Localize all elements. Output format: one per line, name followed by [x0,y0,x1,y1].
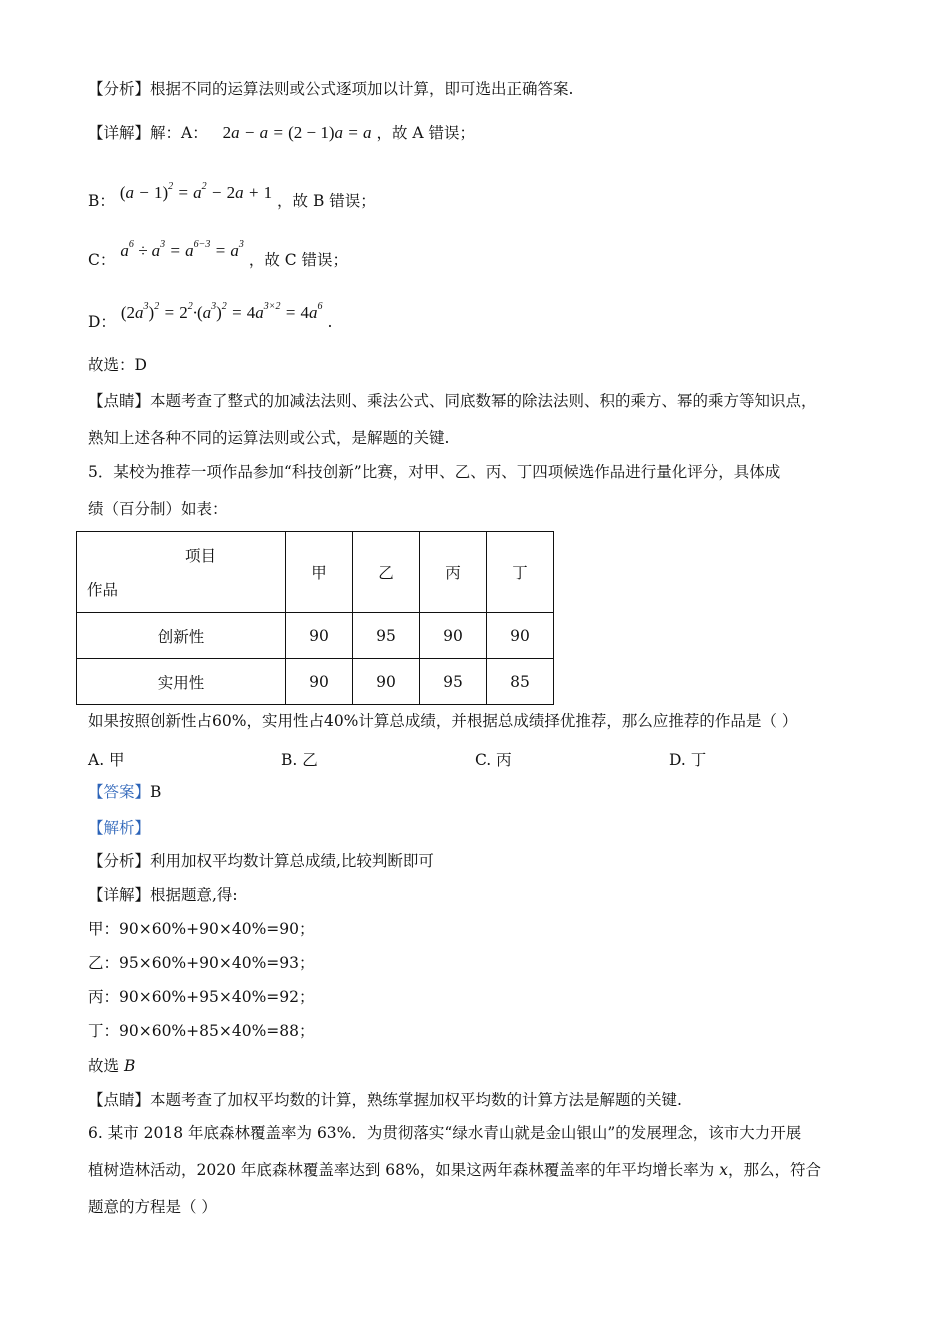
q4-choice: 故选：D [88,356,147,374]
q5-choice [88,1059,135,1075]
table-cell: 85 [487,659,554,705]
q6-line2-before: 植树造林活动，2020 年底森林覆盖率达到 68%，如果这两年森林覆盖率的年平均增长率为 [88,1161,720,1179]
q6-line1: 6. 某市 2018 年底森林覆盖率为 63%．为贯彻落实“绿水青山就是金山银山”的发展理念，该市大力开展 [88,1124,802,1142]
calc-line: 乙：95×60%+90×40%=93； [88,954,315,972]
q5-stem-line2: 绩（百分制）如表： [88,500,228,518]
option-a: A. 甲 [88,751,125,769]
col-header: 甲 [286,532,353,613]
table-cell: 90 [286,659,353,705]
table-cell: 90 [420,613,487,659]
option-b: B. 乙 [281,751,318,769]
row-label: 创新性 [77,613,286,659]
option-d: D. 丁 [669,751,707,769]
q4-c-suffix: ，故 C 错误； [248,251,349,269]
variable-x: x [719,1161,728,1179]
table-corner-cell [77,532,286,613]
q6-line2-after: ，那么，符合 [727,1161,821,1179]
q4-detail-a [88,124,475,142]
q5-comment: 【点睛】本题考查了加权平均数的计算，熟练掌握加权平均数的计算方法是解题的关键. [88,1091,682,1109]
formula-a: 2a − a = (2 − 1)a = a [222,123,372,142]
row-label: 实用性 [77,659,286,705]
table-cell: 90 [487,613,554,659]
q6-line3: 题意的方程是（ ） [88,1198,217,1216]
formula-d: $(2a^3)^2 = 2^2\cdot(a^3)^2 = 4a^{3\times 2} = 4a^6$ [120,301,323,322]
choice-letter: B [123,1057,136,1075]
answer-tag: 【答案】 [88,783,151,801]
q5-answer [88,785,161,801]
option-c: C. 丙 [475,751,512,769]
header-work-label: 作品 [87,581,119,599]
q5-stem-line1: 5．某校为推荐一项作品参加“科技创新”比赛，对甲、乙、丙、丁四项候选作品进行量化评分，具体成 [88,463,781,481]
calc-line: 甲：90×60%+90×40%=90； [88,920,315,938]
table-row [77,613,554,659]
q6-line2 [88,1163,821,1179]
col-header: 乙 [353,532,420,613]
score-table [76,531,554,705]
table-header-row [77,532,554,613]
q4-d-suffix: . [327,313,333,331]
q5-analysis: 【分析】利用加权平均数计算总成绩,比较判断即可 [88,852,434,870]
q4-analysis: 【分析】根据不同的运算法则或公式逐项加以计算，即可选出正确答案. [88,80,574,98]
q4-b-label: B： [88,192,115,210]
calc-line: 丙：90×60%+95×40%=92； [88,988,315,1006]
calc-line: 丁：90×60%+85×40%=88； [88,1022,315,1040]
header-item-label: 项目 [185,547,217,565]
col-header: 丁 [487,532,554,613]
q5-question: 如果按照创新性占60%，实用性占40%计算总成绩，并根据总成绩择优推荐，那么应推荐的作品是（ ） [88,712,798,730]
q5-solution-tag: 【解析】 [88,819,151,837]
table-cell: 95 [353,613,420,659]
table-row [77,659,554,705]
q4-detail-d [88,301,333,331]
q4-d-label: D： [88,313,116,331]
table-cell: 90 [286,613,353,659]
q4-detail-prefix: 【详解】解：A： [88,124,208,142]
formula-c: $a^6 \div a^3 = a^{6-3} = a^3$ [120,239,244,260]
q4-detail-c [88,239,349,269]
q4-comment-line2: 熟知上述各种不同的运算法则或公式，是解题的关键. [88,429,450,447]
q4-comment-line1: 【点睛】本题考查了整式的加减法法则、乘法公式、同底数幂的除法法则、积的乘方、幂的乘方等知识点， [88,392,817,410]
answer-value: B [150,783,162,801]
col-header: 丙 [420,532,487,613]
q4-a-suffix: ，故 A 错误； [376,124,475,142]
q4-c-label: C： [88,251,116,269]
table-cell: 95 [420,659,487,705]
table-cell: 90 [353,659,420,705]
q4-b-suffix: ，故 B 错误； [277,192,376,210]
choice-prefix: 故选 [88,1057,124,1075]
q4-detail-b [88,181,376,210]
q5-detail: 【详解】根据题意,得: [88,886,238,904]
formula-b: $(a - 1)^2 = a^2 - 2a + 1$ [119,181,273,202]
